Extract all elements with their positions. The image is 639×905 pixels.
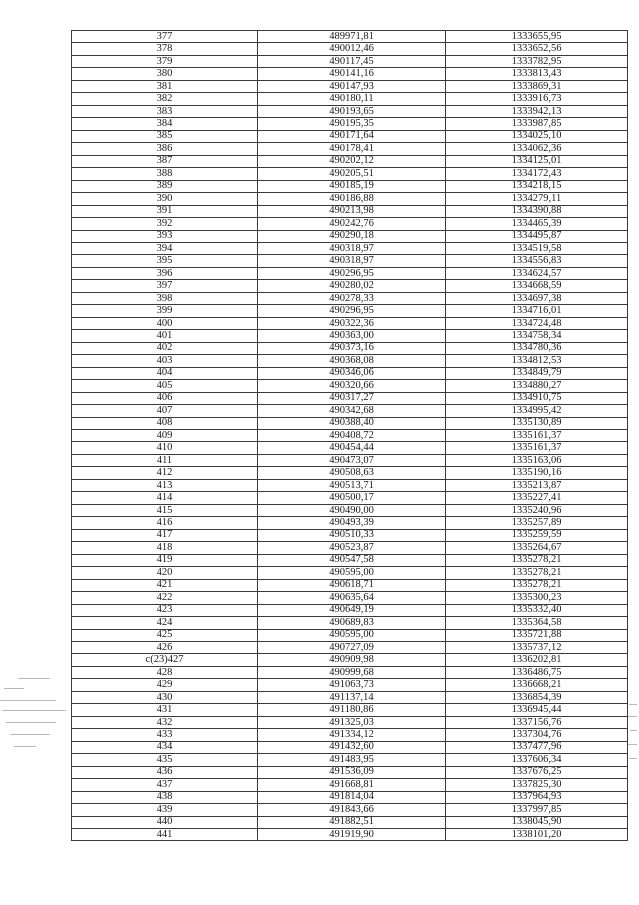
x-coordinate-cell: 490635,64 [258, 592, 446, 604]
point-number-cell: 419 [72, 554, 258, 566]
point-number-cell: 396 [72, 267, 258, 279]
x-coordinate-cell: 490368,08 [258, 355, 446, 367]
table-row [72, 130, 628, 142]
x-coordinate-cell: 490193,65 [258, 105, 446, 117]
x-coordinate-cell: 491180,86 [258, 704, 446, 716]
table-row [72, 355, 628, 367]
x-coordinate-cell: 490595,00 [258, 567, 446, 579]
y-coordinate-cell: 1335332,40 [446, 604, 628, 616]
y-coordinate-cell: 1336486,75 [446, 666, 628, 678]
x-coordinate-cell: 490508,63 [258, 467, 446, 479]
table-row [72, 654, 628, 666]
table-row [72, 704, 628, 716]
x-coordinate-cell: 491137,14 [258, 691, 446, 703]
table-row [72, 716, 628, 728]
table-row [72, 804, 628, 816]
table-row [72, 666, 628, 678]
x-coordinate-cell: 490318,97 [258, 255, 446, 267]
x-coordinate-cell: 490473,07 [258, 454, 446, 466]
y-coordinate-cell: 1333916,73 [446, 93, 628, 105]
point-number-cell: 388 [72, 168, 258, 180]
point-number-cell: 393 [72, 230, 258, 242]
x-coordinate-cell: 490180,11 [258, 93, 446, 105]
y-coordinate-cell: 1334279,11 [446, 193, 628, 205]
table-row [72, 442, 628, 454]
y-coordinate-cell: 1335264,67 [446, 542, 628, 554]
point-number-cell: 391 [72, 205, 258, 217]
point-number-cell: 411 [72, 454, 258, 466]
table-row [72, 791, 628, 803]
point-number-cell: 425 [72, 629, 258, 641]
point-number-cell: 409 [72, 430, 258, 442]
y-coordinate-cell: 1335721,88 [446, 629, 628, 641]
point-number-cell: 434 [72, 741, 258, 753]
x-coordinate-cell: 491536,09 [258, 766, 446, 778]
point-number-cell: 401 [72, 330, 258, 342]
point-number-cell: 381 [72, 80, 258, 92]
y-coordinate-cell: 1334062,36 [446, 143, 628, 155]
y-coordinate-cell: 1334025,10 [446, 130, 628, 142]
y-coordinate-cell: 1334995,42 [446, 405, 628, 417]
x-coordinate-cell: 490213,98 [258, 205, 446, 217]
point-number-cell: 382 [72, 93, 258, 105]
y-coordinate-cell: 1333942,13 [446, 105, 628, 117]
point-number-cell: 383 [72, 105, 258, 117]
table-row [72, 118, 628, 130]
x-coordinate-cell: 491843,66 [258, 804, 446, 816]
table-row [72, 68, 628, 80]
table-row [72, 193, 628, 205]
y-coordinate-cell: 1338101,20 [446, 829, 628, 841]
x-coordinate-cell: 490280,02 [258, 280, 446, 292]
point-number-cell: 432 [72, 716, 258, 728]
table-row [72, 467, 628, 479]
y-coordinate-cell: 1333813,43 [446, 68, 628, 80]
table-row [72, 342, 628, 354]
point-number-cell: 430 [72, 691, 258, 703]
x-coordinate-cell: 490999,68 [258, 666, 446, 678]
point-number-cell: 410 [72, 442, 258, 454]
point-number-cell: 392 [72, 218, 258, 230]
point-number-cell: 387 [72, 155, 258, 167]
x-coordinate-cell: 490547,58 [258, 554, 446, 566]
y-coordinate-cell: 1334556,83 [446, 255, 628, 267]
table-row [72, 592, 628, 604]
point-number-cell: 441 [72, 829, 258, 841]
table-row [72, 617, 628, 629]
y-coordinate-cell: 1335190,16 [446, 467, 628, 479]
point-number-cell: 403 [72, 355, 258, 367]
x-coordinate-cell: 491063,73 [258, 679, 446, 691]
x-coordinate-cell: 490346,06 [258, 367, 446, 379]
table-row [72, 479, 628, 491]
table-row [72, 729, 628, 741]
x-coordinate-cell: 490171,64 [258, 130, 446, 142]
x-coordinate-cell: 490909,98 [258, 654, 446, 666]
table-row [72, 43, 628, 55]
x-coordinate-cell: 491882,51 [258, 816, 446, 828]
table-row [72, 579, 628, 591]
table-row [72, 168, 628, 180]
point-number-cell: 420 [72, 567, 258, 579]
x-coordinate-cell: 490388,40 [258, 417, 446, 429]
table-row [72, 155, 628, 167]
x-coordinate-cell: 490408,72 [258, 430, 446, 442]
x-coordinate-cell: 490510,33 [258, 529, 446, 541]
y-coordinate-cell: 1335130,89 [446, 417, 628, 429]
x-coordinate-cell: 491668,81 [258, 779, 446, 791]
y-coordinate-cell: 1337304,76 [446, 729, 628, 741]
point-number-cell: 421 [72, 579, 258, 591]
y-coordinate-cell: 1338045,90 [446, 816, 628, 828]
table-row [72, 454, 628, 466]
table-row [72, 242, 628, 254]
y-coordinate-cell: 1334390,88 [446, 205, 628, 217]
x-coordinate-cell: 490595,00 [258, 629, 446, 641]
y-coordinate-cell: 1335161,37 [446, 430, 628, 442]
x-coordinate-cell: 490363,00 [258, 330, 446, 342]
point-number-cell: 415 [72, 504, 258, 516]
x-coordinate-cell: 490296,95 [258, 267, 446, 279]
x-coordinate-cell: 490178,41 [258, 143, 446, 155]
y-coordinate-cell: 1334910,75 [446, 392, 628, 404]
x-coordinate-cell: 490322,36 [258, 317, 446, 329]
x-coordinate-cell: 490195,35 [258, 118, 446, 130]
y-coordinate-cell: 1336202,81 [446, 654, 628, 666]
y-coordinate-cell: 1333869,31 [446, 80, 628, 92]
x-coordinate-cell: 490012,46 [258, 43, 446, 55]
table-row [72, 529, 628, 541]
y-coordinate-cell: 1334812,53 [446, 355, 628, 367]
point-number-cell: 426 [72, 641, 258, 653]
point-number-cell: 440 [72, 816, 258, 828]
point-number-cell: 414 [72, 492, 258, 504]
table-row [72, 55, 628, 67]
x-coordinate-cell: 490186,88 [258, 193, 446, 205]
x-coordinate-cell: 490493,39 [258, 517, 446, 529]
table-row [72, 280, 628, 292]
table-row [72, 317, 628, 329]
x-coordinate-cell: 490296,95 [258, 305, 446, 317]
table-row [72, 267, 628, 279]
table-row [72, 766, 628, 778]
y-coordinate-cell: 1337825,30 [446, 779, 628, 791]
table-row [72, 305, 628, 317]
point-number-cell: 413 [72, 479, 258, 491]
point-number-cell: 385 [72, 130, 258, 142]
y-coordinate-cell: 1334880,27 [446, 380, 628, 392]
point-number-cell: 429 [72, 679, 258, 691]
table-row [72, 292, 628, 304]
y-coordinate-cell: 1335364,58 [446, 617, 628, 629]
y-coordinate-cell: 1337156,76 [446, 716, 628, 728]
y-coordinate-cell: 1335161,37 [446, 442, 628, 454]
x-coordinate-cell: 490117,45 [258, 55, 446, 67]
y-coordinate-cell: 1334724,48 [446, 317, 628, 329]
x-coordinate-cell: 490727,09 [258, 641, 446, 653]
point-number-cell: 397 [72, 280, 258, 292]
x-coordinate-cell: 490202,12 [258, 155, 446, 167]
y-coordinate-cell: 1334172,43 [446, 168, 628, 180]
table-row [72, 492, 628, 504]
y-coordinate-cell: 1334668,59 [446, 280, 628, 292]
point-number-cell: 416 [72, 517, 258, 529]
table-row [72, 741, 628, 753]
x-coordinate-cell: 490342,68 [258, 405, 446, 417]
y-coordinate-cell: 1337477,96 [446, 741, 628, 753]
point-number-cell: 422 [72, 592, 258, 604]
point-number-cell: 439 [72, 804, 258, 816]
y-coordinate-cell: 1334758,34 [446, 330, 628, 342]
x-coordinate-cell: 490317,27 [258, 392, 446, 404]
table-row [72, 604, 628, 616]
table-row [72, 143, 628, 155]
table-row [72, 816, 628, 828]
point-number-cell: 384 [72, 118, 258, 130]
table-row [72, 417, 628, 429]
table-row [72, 205, 628, 217]
table-row [72, 754, 628, 766]
x-coordinate-cell: 490373,16 [258, 342, 446, 354]
point-number-cell: 436 [72, 766, 258, 778]
y-coordinate-cell: 1335259,59 [446, 529, 628, 541]
point-number-cell: 431 [72, 704, 258, 716]
x-coordinate-cell: 490500,17 [258, 492, 446, 504]
table-row [72, 430, 628, 442]
point-number-cell: 438 [72, 791, 258, 803]
table-row [72, 180, 628, 192]
y-coordinate-cell: 1335240,96 [446, 504, 628, 516]
y-coordinate-cell: 1334218,15 [446, 180, 628, 192]
right-margin-scan-marks [627, 700, 639, 780]
x-coordinate-cell: 490490,00 [258, 504, 446, 516]
x-coordinate-cell: 491432,60 [258, 741, 446, 753]
x-coordinate-cell: 491814,04 [258, 791, 446, 803]
x-coordinate-cell: 491334,12 [258, 729, 446, 741]
point-number-cell: 417 [72, 529, 258, 541]
table-row [72, 829, 628, 841]
y-coordinate-cell: 1334465,39 [446, 218, 628, 230]
point-number-cell: 399 [72, 305, 258, 317]
point-number-cell: 437 [72, 779, 258, 791]
y-coordinate-cell: 1333655,95 [446, 31, 628, 43]
table-row [72, 542, 628, 554]
y-coordinate-cell: 1335278,21 [446, 554, 628, 566]
y-coordinate-cell: 1335278,21 [446, 567, 628, 579]
x-coordinate-cell: 490454,44 [258, 442, 446, 454]
y-coordinate-cell: 1337997,85 [446, 804, 628, 816]
x-coordinate-cell: 490320,66 [258, 380, 446, 392]
x-coordinate-cell: 490618,71 [258, 579, 446, 591]
table-row [72, 392, 628, 404]
y-coordinate-cell: 1336668,21 [446, 679, 628, 691]
y-coordinate-cell: 1335213,87 [446, 479, 628, 491]
point-number-cell: 378 [72, 43, 258, 55]
point-number-cell: 408 [72, 417, 258, 429]
table-row [72, 779, 628, 791]
point-number-cell: 389 [72, 180, 258, 192]
x-coordinate-cell: 490141,16 [258, 68, 446, 80]
point-number-cell: 428 [72, 666, 258, 678]
x-coordinate-cell: 490242,76 [258, 218, 446, 230]
coordinates-table-body [72, 31, 628, 841]
x-coordinate-cell: 491325,03 [258, 716, 446, 728]
point-number-cell: 379 [72, 55, 258, 67]
x-coordinate-cell: 490205,51 [258, 168, 446, 180]
table-row [72, 679, 628, 691]
table-row [72, 629, 628, 641]
y-coordinate-cell: 1337606,34 [446, 754, 628, 766]
y-coordinate-cell: 1335737,12 [446, 641, 628, 653]
point-number-cell: 405 [72, 380, 258, 392]
y-coordinate-cell: 1336945,44 [446, 704, 628, 716]
x-coordinate-cell: 490513,71 [258, 479, 446, 491]
point-number-cell: 406 [72, 392, 258, 404]
point-number-cell: 395 [72, 255, 258, 267]
point-number-cell: 412 [72, 467, 258, 479]
point-number-cell: 435 [72, 754, 258, 766]
y-coordinate-cell: 1334716,01 [446, 305, 628, 317]
y-coordinate-cell: 1335278,21 [446, 579, 628, 591]
y-coordinate-cell: 1334849,79 [446, 367, 628, 379]
point-number-cell: 423 [72, 604, 258, 616]
point-number-cell: 380 [72, 68, 258, 80]
y-coordinate-cell: 1334519,58 [446, 242, 628, 254]
table-row [72, 641, 628, 653]
y-coordinate-cell: 1334495,87 [446, 230, 628, 242]
x-coordinate-cell: 491483,95 [258, 754, 446, 766]
point-number-cell: 418 [72, 542, 258, 554]
point-number-cell: 390 [72, 193, 258, 205]
table-row [72, 105, 628, 117]
left-margin-scan-marks [0, 670, 70, 790]
table-row [72, 554, 628, 566]
y-coordinate-cell: 1336854,39 [446, 691, 628, 703]
table-row [72, 230, 628, 242]
x-coordinate-cell: 490147,93 [258, 80, 446, 92]
point-number-cell: с(23)427 [72, 654, 258, 666]
table-row [72, 691, 628, 703]
point-number-cell: 404 [72, 367, 258, 379]
table-row [72, 367, 628, 379]
coordinates-table [71, 30, 628, 841]
table-row [72, 567, 628, 579]
point-number-cell: 386 [72, 143, 258, 155]
y-coordinate-cell: 1335227,41 [446, 492, 628, 504]
x-coordinate-cell: 491919,90 [258, 829, 446, 841]
x-coordinate-cell: 490523,87 [258, 542, 446, 554]
x-coordinate-cell: 489971,81 [258, 31, 446, 43]
y-coordinate-cell: 1333782,95 [446, 55, 628, 67]
point-number-cell: 407 [72, 405, 258, 417]
y-coordinate-cell: 1335257,89 [446, 517, 628, 529]
y-coordinate-cell: 1335300,23 [446, 592, 628, 604]
point-number-cell: 394 [72, 242, 258, 254]
y-coordinate-cell: 1333987,85 [446, 118, 628, 130]
y-coordinate-cell: 1337676,25 [446, 766, 628, 778]
table-row [72, 93, 628, 105]
x-coordinate-cell: 490649,19 [258, 604, 446, 616]
point-number-cell: 402 [72, 342, 258, 354]
x-coordinate-cell: 490318,97 [258, 242, 446, 254]
y-coordinate-cell: 1333652,56 [446, 43, 628, 55]
x-coordinate-cell: 490689,83 [258, 617, 446, 629]
y-coordinate-cell: 1334125,01 [446, 155, 628, 167]
table-row [72, 380, 628, 392]
y-coordinate-cell: 1335163,06 [446, 454, 628, 466]
table-row [72, 517, 628, 529]
table-row [72, 405, 628, 417]
point-number-cell: 424 [72, 617, 258, 629]
x-coordinate-cell: 490290,18 [258, 230, 446, 242]
point-number-cell: 377 [72, 31, 258, 43]
y-coordinate-cell: 1334624,57 [446, 267, 628, 279]
point-number-cell: 398 [72, 292, 258, 304]
table-row [72, 255, 628, 267]
table-row [72, 80, 628, 92]
table-row [72, 218, 628, 230]
table-row [72, 330, 628, 342]
x-coordinate-cell: 490185,19 [258, 180, 446, 192]
table-row [72, 504, 628, 516]
x-coordinate-cell: 490278,33 [258, 292, 446, 304]
y-coordinate-cell: 1337964,93 [446, 791, 628, 803]
point-number-cell: 433 [72, 729, 258, 741]
point-number-cell: 400 [72, 317, 258, 329]
y-coordinate-cell: 1334697,38 [446, 292, 628, 304]
table-row [72, 31, 628, 43]
y-coordinate-cell: 1334780,36 [446, 342, 628, 354]
